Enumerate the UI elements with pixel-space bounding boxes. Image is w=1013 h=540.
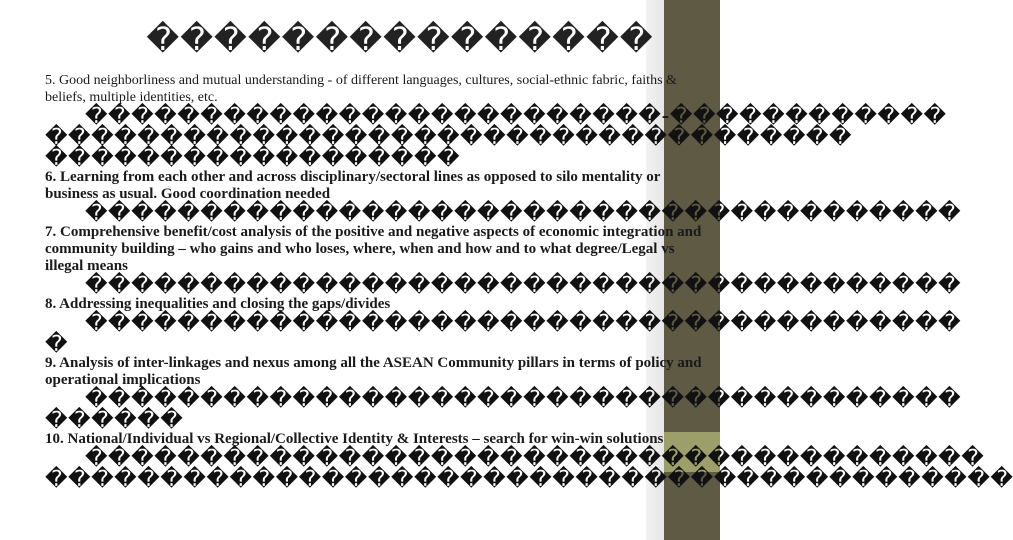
item-5-translation-line-2: ����������������������������������� xyxy=(45,125,853,150)
slide-title: ��������������� xyxy=(146,20,654,58)
item-6-translation-line-1: �������������������������������������� xyxy=(85,201,962,226)
item-9-translation-line-2: ������ xyxy=(45,408,184,433)
slide-content xyxy=(45,72,1013,492)
item-5-translation-line-1: �������������������������-������������ xyxy=(85,104,947,129)
item-5-text: 5. Good neighborliness and mutual understanding - of different languages, cultures, social-ethnic fabric, faiths & beliefs, multiple identities, etc. xyxy=(45,73,677,105)
item-7-translation-line-1: �������������������������������������� xyxy=(85,273,962,298)
item-5-translation-line-3: ������������������ xyxy=(45,146,461,171)
item-10-translation-line-2: ������������������������������������������ xyxy=(45,467,1013,492)
item-8-translation-line-1: �������������������������������������� xyxy=(85,311,962,336)
item-10-text: 10. National/Individual vs Regional/Collective Identity & Interests – search for win-win solutions xyxy=(45,431,664,447)
item-8-translation-line-2: � xyxy=(45,332,69,357)
item-7-text: 7. Comprehensive benefit/cost analysis of the positive and negative aspects of economic integration and community building – who gains and who loses, where, when and how and to what degree/Legal vs illegal means xyxy=(45,224,702,274)
item-9-text: 9. Analysis of inter-linkages and nexus among all the ASEAN Community pillars in terms of policy and operational implications xyxy=(45,355,702,388)
item-10-translation-line-1: ��������������������������������������� xyxy=(85,446,985,471)
item-8-text: 8. Addressing inequalities and closing the gaps/divides xyxy=(45,296,391,312)
item-6-text: 6. Learning from each other and across disciplinary/sectoral lines as opposed to silo mentality or business as usual. Good coordination needed xyxy=(45,169,661,202)
item-9-translation-line-1: �������������������������������������� xyxy=(85,387,962,412)
